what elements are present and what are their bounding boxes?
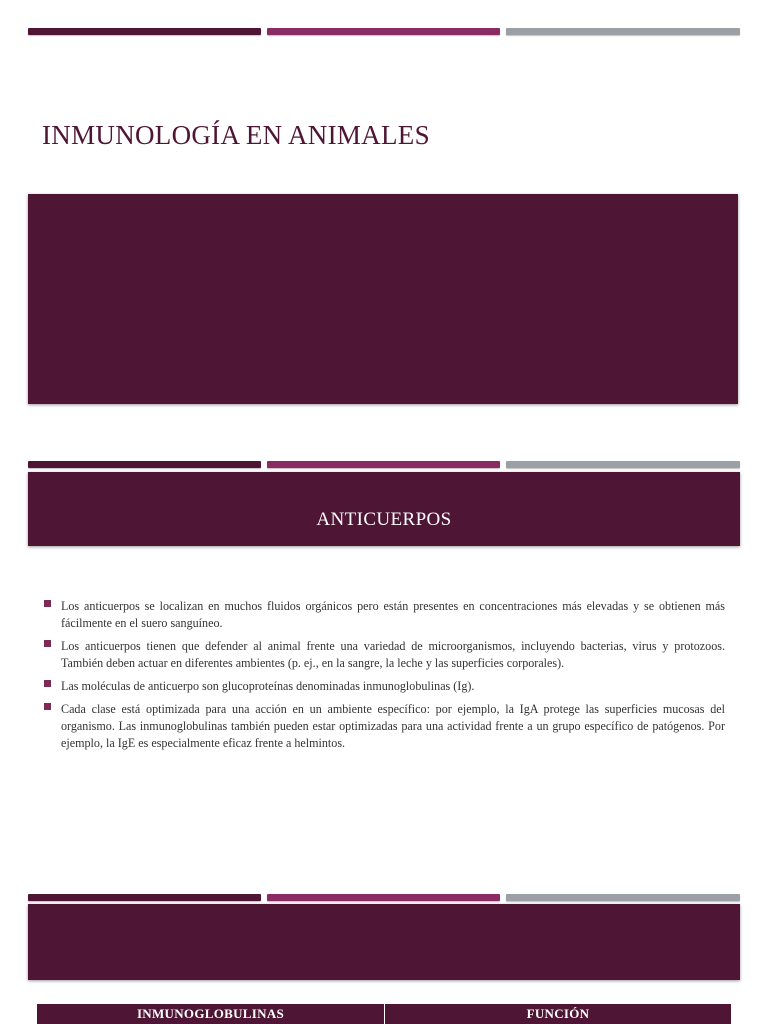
slide-heading: ANTICUERPOS xyxy=(316,509,452,530)
square-bullet-icon xyxy=(44,680,51,687)
square-bullet-icon xyxy=(44,703,51,710)
bullet-item xyxy=(44,678,725,695)
bar-accent xyxy=(267,894,500,901)
slide-title xyxy=(0,0,768,440)
bullet-text: Cada clase está optimizada para una acción en un ambiente específico: por ejemplo, la IgA protege las superficies mucosas del organismo. Las inmunoglobulinas también pueden estar optimizadas para una actividad frente a un grupo específico de patógenos. Por ejemplo, la IgE es especialmente eficaz frente a helmintos. xyxy=(61,702,725,750)
bar-gray xyxy=(506,894,740,901)
bullet-item xyxy=(44,598,725,632)
bullet-text: Los anticuerpos se localizan en muchos fluidos orgánicos pero están presentes en concentraciones más elevadas y se obtienen más fácilmente en el suero sanguíneo. xyxy=(61,599,725,630)
bar-dark xyxy=(28,461,261,468)
bullet-item xyxy=(44,701,725,752)
square-bullet-icon xyxy=(44,600,51,607)
bullet-text: Los anticuerpos tienen que defender al animal frente una variedad de microorganismos, incluyendo bacterias, virus y protozoos. También deben actuar en diferentes ambientes (p. ej., en la sangre, la leche y las superficies corporales). xyxy=(61,639,725,670)
table-header-row xyxy=(37,1004,731,1024)
bullet-text: Las moléculas de anticuerpo son glucoproteínas denominadas inmunoglobulinas (Ig). xyxy=(61,679,475,693)
bar-dark xyxy=(28,28,261,35)
decorative-bars xyxy=(28,461,740,468)
table-header-immunoglobulins: INMUNOGLOBULINAS xyxy=(37,1004,385,1024)
slide-anticuerpos xyxy=(0,440,768,872)
bar-accent xyxy=(267,461,500,468)
decorative-bars xyxy=(28,894,740,901)
bullet-list xyxy=(44,598,725,758)
table-header-function: FUNCIÓN xyxy=(526,1006,590,1021)
content-placeholder-block xyxy=(28,194,738,404)
square-bullet-icon xyxy=(44,640,51,647)
slide-immunoglobulins xyxy=(0,872,768,1024)
bar-accent xyxy=(267,28,500,35)
slide-header-band xyxy=(28,904,740,980)
bar-gray xyxy=(506,28,740,35)
decorative-bars xyxy=(28,28,740,35)
slide-header-band xyxy=(28,472,740,546)
bar-gray xyxy=(506,461,740,468)
presentation-title: INMUNOLOGÍA EN ANIMALES xyxy=(42,120,430,150)
bar-dark xyxy=(28,894,261,901)
bullet-item xyxy=(44,638,725,672)
